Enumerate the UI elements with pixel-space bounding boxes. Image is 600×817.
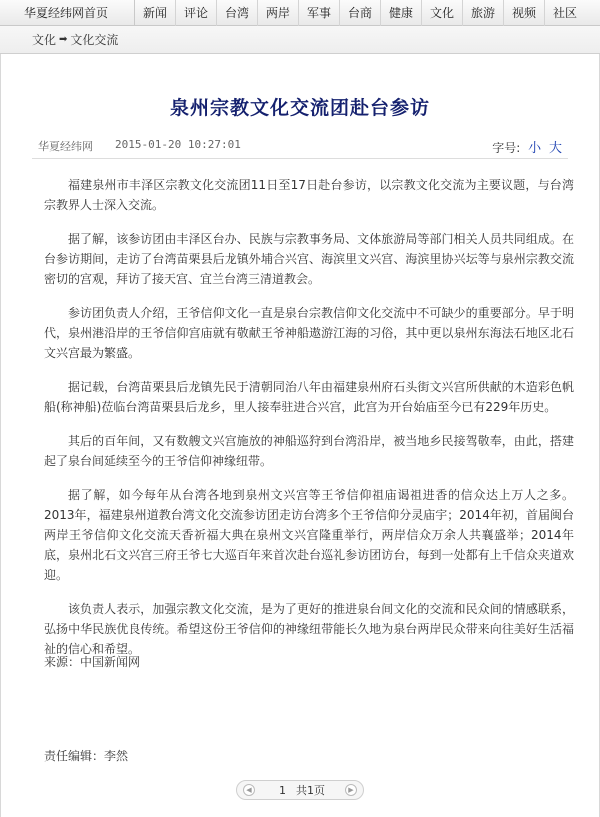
- article-datetime: 2015-01-20 10:27:01: [115, 138, 241, 151]
- nav-item-travel[interactable]: 旅游: [462, 0, 503, 26]
- nav-item-culture[interactable]: 文化: [421, 0, 462, 26]
- top-navigation: [0, 0, 600, 26]
- article-paragraph: 据了解，如今每年从台湾各地到泉州文兴宫等王爷信仰祖庙谒祖进香的信众达上万人之多。2013年，福建泉州道教台湾文化交流参访团走访台湾多个王爷信仰分灵庙宇；2014年初，首届闽台两岸王爷信仰文化交流天香祈福大典在泉州文兴宫隆重举行，两岸信众万余人共襄盛举；2014年底，泉州北石文兴宫三府王爷七大巡百年来首次赴台巡礼参访团访台，每到一处都有上千信众夹道欢迎。: [44, 488, 574, 582]
- article-body: [44, 175, 574, 673]
- nav-item-military[interactable]: 军事: [298, 0, 339, 26]
- header-divider: [32, 158, 568, 159]
- article-title: 泉州宗教文化交流团赴台参访: [169, 97, 430, 119]
- font-size-control: [492, 137, 562, 156]
- nav-item-cross-strait[interactable]: 两岸: [257, 0, 298, 26]
- nav-home-link[interactable]: 华夏经纬网首页: [23, 6, 108, 20]
- nav-item-taiwan-business[interactable]: 台商: [339, 0, 380, 26]
- article-source: 华夏经纬网: [38, 140, 93, 153]
- nav-item-news[interactable]: 新闻: [134, 0, 175, 26]
- article-paragraph: 该负责人表示，加强宗教文化交流，是为了更好的推进泉台间文化的交流和民众间的情感联系，弘扬中华民族优良传统。希望这份王爷信仰的神缘纽带能长久地为泉台两岸民众带来向往美好生活福祉的信心和希望。: [44, 602, 574, 656]
- breadcrumb-cultural-exchange-link[interactable]: 文化交流: [70, 33, 119, 47]
- pagination: [236, 780, 364, 800]
- nav-item-community[interactable]: 社区: [544, 0, 585, 26]
- font-size-large-button[interactable]: 大: [548, 141, 562, 156]
- arrow-right-icon: ➡: [59, 34, 68, 45]
- breadcrumb-bar: [0, 26, 600, 54]
- nav-items: [134, 0, 585, 26]
- font-size-label: 字号:: [492, 141, 521, 155]
- current-page-number[interactable]: 1: [279, 783, 286, 797]
- article-paragraph: 据记载，台湾苗栗县后龙镇先民于清朝同治八年由福建泉州府石头街文兴宫所供献的木造彩色帆船(称神船)莅临台湾苗栗县后龙乡，里人接奉驻进合兴宫，此宫为开台始庙至今已有229年历史。: [44, 380, 574, 414]
- nav-item-taiwan[interactable]: 台湾: [216, 0, 257, 26]
- nav-item-health[interactable]: 健康: [380, 0, 421, 26]
- article-source-line: 来源：中国新闻网: [44, 655, 141, 669]
- next-page-icon[interactable]: ▶: [345, 784, 357, 796]
- breadcrumb: [32, 26, 118, 54]
- total-pages: 共1页: [296, 784, 325, 797]
- prev-page-icon[interactable]: ◀: [243, 784, 255, 796]
- nav-item-commentary[interactable]: 评论: [175, 0, 216, 26]
- font-size-small-button[interactable]: 小: [528, 141, 542, 156]
- article-paragraph: 福建泉州市丰泽区宗教文化交流团11日至17日赴台参访，以宗教文化交流为主要议题，与台湾宗教界人士深入交流。: [44, 178, 574, 212]
- breadcrumb-culture-link[interactable]: 文化: [32, 33, 57, 47]
- article-editor-line: 责任编辑：李然: [44, 749, 129, 763]
- article-paragraph: 据了解，该参访团由丰泽区台办、民族与宗教事务局、文体旅游局等部门相关人员共同组成。在台参访期间，走访了台湾苗栗县后龙镇外埔合兴宫、海滨里文兴宫、海滨里协兴坛等与泉州宗教交流密切的宫观，拜访了接天宫、宜兰台湾三清道教会。: [44, 232, 574, 286]
- article-paragraph: 其后的百年间，又有数艘文兴宫施放的神船巡狩到台湾沿岸，被当地乡民接驾敬奉，由此，搭建起了泉台间延续至今的王爷信仰神缘纽带。: [44, 434, 574, 468]
- nav-item-video[interactable]: 视频: [503, 0, 544, 26]
- article-paragraph: 参访团负责人介绍，王爷信仰文化一直是泉台宗教信仰文化交流中不可缺少的重要部分。早于明代，泉州港沿岸的王爷信仰宫庙就有敬献王爷神船遨游江海的习俗，其中更以泉州东海法石地区北石文兴宫最为繁盛。: [44, 306, 574, 360]
- article-meta: [38, 138, 241, 154]
